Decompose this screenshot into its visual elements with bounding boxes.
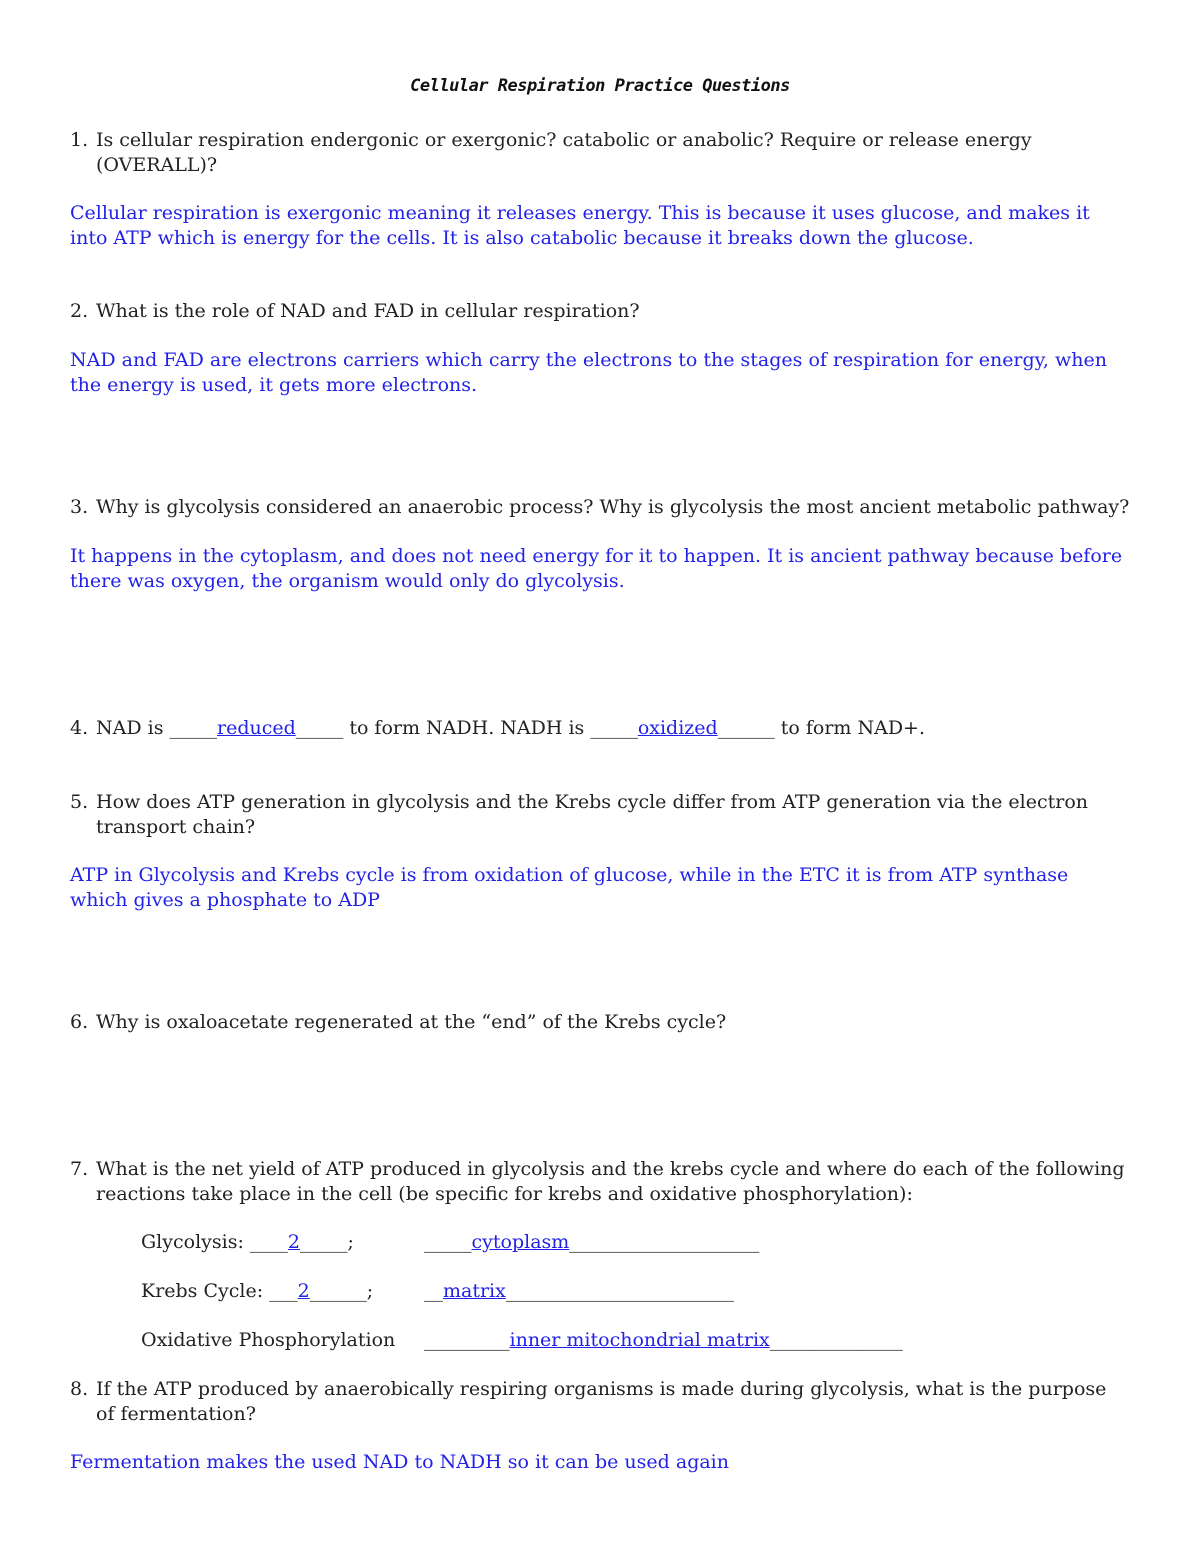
question-text: Why is glycolysis considered an anaerobic process? Why is glycolysis the most ancient metabolic pathway?	[96, 496, 1130, 518]
blank-line: ____________________	[569, 1231, 760, 1253]
blank-line: _________	[424, 1329, 510, 1351]
blank-line: ____	[249, 1231, 288, 1253]
question-text: How does ATP generation in glycolysis and the Krebs cycle differ from ATP generation via the electron transport chain?	[96, 791, 1089, 838]
glycolysis-location	[424, 1230, 759, 1255]
question-text: Is cellular respiration endergonic or exergonic? catabolic or anabolic? Require or release energy (OVERALL)?	[96, 129, 1032, 176]
blank-line: _____	[300, 1231, 348, 1253]
separator: ;	[347, 1231, 354, 1253]
q4-text-part: to form NAD+.	[774, 717, 926, 739]
question-1	[70, 128, 1130, 178]
oxphos-row	[141, 1328, 395, 1353]
blank-line: ______	[717, 717, 775, 739]
question-3	[70, 495, 1130, 520]
question-8	[70, 1377, 1130, 1427]
blank-line: _____	[424, 1231, 472, 1253]
question-number: 6.	[70, 1011, 89, 1033]
q4-text-part: to form NADH. NADH is	[343, 717, 591, 739]
question-4	[70, 716, 1130, 741]
question-5	[70, 790, 1130, 840]
blank-answer-oxidized: oxidized	[637, 717, 718, 739]
row-label: Krebs Cycle:	[141, 1280, 270, 1302]
question-text: What is the role of NAD and FAD in cellular respiration?	[96, 300, 640, 322]
blank-line: ______________	[769, 1329, 903, 1351]
blank-line: __	[424, 1280, 443, 1302]
question-7	[70, 1157, 1130, 1207]
question-text	[70, 716, 1130, 741]
blank-answer-reduced: reduced	[217, 717, 296, 739]
question-2	[70, 299, 1130, 324]
question-text: If the ATP produced by anaerobically respiring organisms is made during glycolysis, what is the purpose of fermentation?	[96, 1378, 1107, 1425]
question-number: 2.	[70, 300, 89, 322]
question-number: 1.	[70, 129, 89, 151]
location-answer: matrix	[443, 1280, 506, 1302]
q4-text-part: NAD is	[96, 717, 170, 739]
answer-2: NAD and FAD are electrons carriers which carry the electrons to the stages of respiration for energy, when the energy is used, it gets more electrons.	[70, 349, 1107, 396]
oxphos-location	[424, 1328, 903, 1353]
yield-answer: 2	[297, 1280, 310, 1302]
question-text: What is the net yield of ATP produced in glycolysis and the krebs cycle and where do each of the following reactions take place in the cell (be specific for krebs and oxidative phosphorylation):	[96, 1158, 1125, 1205]
answer-3: It happens in the cytoplasm, and does not need energy for it to happen. It is ancient pathway because before there was oxygen, the organism would only do glycolysis.	[70, 545, 1123, 592]
blank-line: _____	[590, 717, 638, 739]
question-number: 3.	[70, 496, 89, 518]
blank-line: ______	[309, 1280, 367, 1302]
question-number: 4.	[70, 717, 89, 739]
answer-8: Fermentation makes the used NAD to NADH so it can be used again	[70, 1451, 729, 1473]
answer-1: Cellular respiration is exergonic meaning it releases energy. This is because it uses glucose, and makes it into ATP which is energy for the cells. It is also catabolic because it breaks down the glucose.	[70, 202, 1090, 249]
blank-line: ___	[269, 1280, 298, 1302]
krebs-location	[424, 1279, 734, 1304]
question-6	[70, 1010, 1130, 1035]
blank-line: ________________________	[505, 1280, 734, 1302]
question-text: Why is oxaloacetate regenerated at the “end” of the Krebs cycle?	[96, 1011, 727, 1033]
yield-answer: 2	[287, 1231, 300, 1253]
blank-line: _____	[295, 717, 344, 739]
question-number: 5.	[70, 791, 89, 813]
glycolysis-row	[141, 1230, 354, 1255]
answer-5: ATP in Glycolysis and Krebs cycle is from oxidation of glucose, while in the ETC it is from ATP synthase which gives a phosphate to ADP	[70, 864, 1069, 911]
location-answer: cytoplasm	[471, 1231, 570, 1253]
row-label: Oxidative Phosphorylation	[141, 1329, 396, 1351]
separator: ;	[366, 1280, 374, 1302]
location-answer: inner mitochondrial matrix	[509, 1329, 770, 1351]
blank-line: _____	[169, 717, 217, 739]
krebs-row	[141, 1279, 373, 1304]
row-label: Glycolysis:	[141, 1231, 250, 1253]
question-number: 7.	[70, 1158, 89, 1180]
page-title: Cellular Respiration Practice Questions	[410, 76, 790, 96]
question-number: 8.	[70, 1378, 89, 1400]
